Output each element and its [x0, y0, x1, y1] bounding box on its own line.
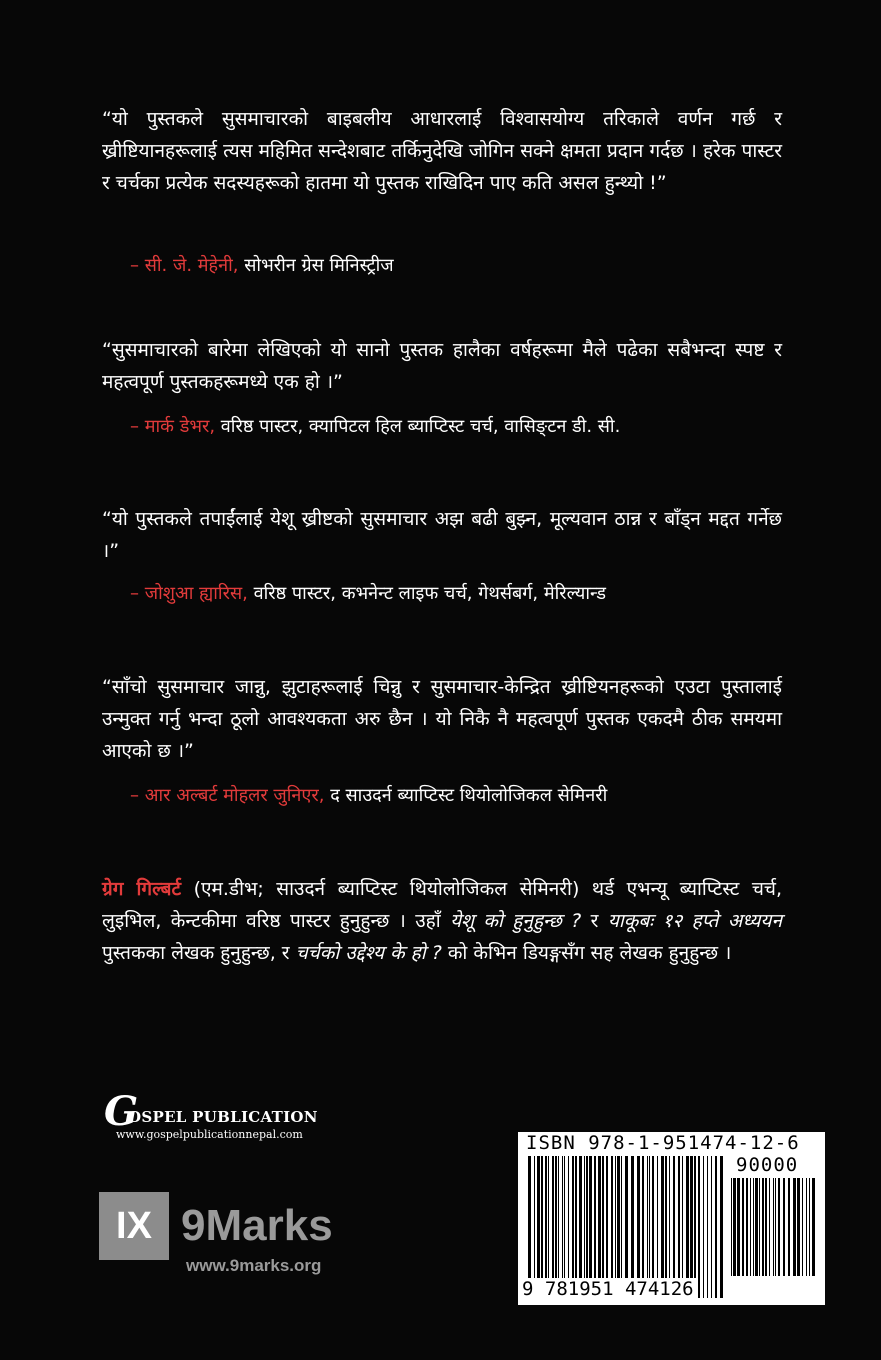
quote-1-role: सोभरीन ग्रेस मिनिस्ट्रीज	[244, 255, 394, 276]
quote-4-name: – आर अल्बर्ट मोहलर जुनिएर,	[130, 785, 325, 806]
book-title-1: येशू को हुनुहुन्छ ?	[450, 910, 582, 932]
ean-digits: 9 781951 474126	[522, 1278, 694, 1300]
barcode-bar	[773, 1178, 774, 1276]
barcode-bar	[586, 1156, 588, 1298]
quote-2-text: “सुसमाचारको बारेमा लेखिएको यो सानो पुस्तक हालैका वर्षहरूमा मैले पढेका सबैभन्दा स्पष्ट र महत्वपूर्ण पुस्तकहरूमध्ये एक हो ।”	[102, 339, 782, 393]
barcode-bar	[568, 1156, 569, 1298]
barcode-bar	[737, 1178, 740, 1276]
book-title-3: चर्चको उद्देश्य के हो ?	[295, 942, 442, 964]
ninemarks-url: www.9marks.org	[186, 1256, 322, 1275]
barcode-bar	[647, 1156, 648, 1298]
barcode-bar	[812, 1178, 815, 1276]
barcode-bar	[642, 1156, 644, 1298]
barcode-addon-bars	[731, 1178, 817, 1276]
barcode-bar	[682, 1156, 683, 1298]
barcode-bar	[778, 1178, 780, 1276]
quote-4-attribution	[130, 782, 830, 810]
isbn-number: ISBN 978-1-951474-12-6	[526, 1132, 800, 1154]
bio-text-3: पुस्तकका लेखक हुनुहुन्छ, र	[102, 942, 296, 964]
publisher-url: www.gospelpublicationnepal.com	[116, 1128, 303, 1141]
quote-3-attribution	[130, 580, 830, 608]
gospel-logo-letter: G	[104, 1088, 139, 1135]
quote-2-attribution	[130, 413, 830, 441]
barcode-bar	[746, 1178, 748, 1276]
barcode-bar	[759, 1178, 760, 1276]
barcode-bar	[602, 1156, 604, 1298]
barcode-bar	[806, 1178, 807, 1276]
ninemarks-badge: IX	[99, 1192, 169, 1260]
barcode-bar	[558, 1156, 559, 1298]
barcode-bar	[541, 1156, 543, 1298]
barcode-bar	[673, 1156, 675, 1298]
barcode-bar	[690, 1156, 693, 1298]
author-name: ग्रेग गिल्बर्ट	[102, 878, 182, 900]
quote-1-text: “यो पुस्तकले सुसमाचारको बाइबलीय आधारलाई विश्वासयोग्य तरिकाले वर्णन गर्छ र ख्रीष्टियानहरूलाई त्यस महिमित सन्देशबाट तर्किनुदेखि जोगिन सक्ने क्षमता प्रदान गर्दछ । हरेक पास्टर र चर्चका प्रत्येक सदस्यहरूको हातमा यो पुस्तक राखिदिन पाए कति असल हुन्थ्यो !”	[102, 108, 782, 194]
author-bio	[102, 873, 782, 969]
barcode-bar	[631, 1156, 634, 1298]
barcode-bar	[765, 1178, 767, 1276]
barcode-bar	[657, 1156, 658, 1298]
quote-4-text: “साँचो सुसमाचार जान्नु, झुटाहरूलाई चिन्नु र सुसमाचार-केन्द्रित ख्रीष्टियनहरूको एउटा पुस्तालाई उन्मुक्त गर्नु भन्दा ठूलो आवश्यकता अरु छैन । यो निकै नै महत्वपूर्ण पुस्तक एकदमै ठीक समयमा आएको छ ।”	[102, 676, 782, 762]
barcode-bar	[788, 1178, 790, 1276]
ninemarks-logo	[99, 1192, 359, 1282]
barcode-bar	[742, 1178, 744, 1276]
barcode-bar	[562, 1156, 563, 1298]
barcode-bar	[564, 1156, 565, 1298]
barcode-bar	[555, 1156, 557, 1298]
bio-text-2: र	[581, 910, 608, 932]
barcode-bar	[594, 1156, 596, 1298]
quote-2-name: – मार्क डेभर,	[130, 416, 216, 437]
isbn-barcode	[518, 1132, 825, 1305]
barcode-bar	[528, 1156, 531, 1298]
barcode-bar	[617, 1156, 620, 1298]
barcode-bar	[537, 1156, 540, 1298]
barcode-bar	[606, 1156, 608, 1298]
barcode-bar	[611, 1156, 613, 1298]
barcode-bar	[703, 1156, 704, 1298]
barcode-bar	[649, 1156, 650, 1298]
barcode-bar	[589, 1156, 592, 1298]
barcode-bar	[621, 1156, 622, 1298]
barcode-bar	[762, 1178, 764, 1276]
barcode-bar	[552, 1156, 554, 1298]
barcode-bar	[665, 1156, 667, 1298]
quote-1-name: – सी. जे. मेहेनी,	[130, 255, 239, 276]
barcode-bar	[733, 1178, 736, 1276]
quote-2-role: वरिष्ठ पास्टर, क्यापिटल हिल ब्याप्टिस्ट चर्च, वासिङ्टन डी. सी.	[220, 416, 621, 437]
barcode-bar	[584, 1156, 585, 1298]
barcode-bar	[750, 1178, 751, 1276]
barcode-bar	[698, 1156, 700, 1298]
barcode-bar	[783, 1178, 785, 1276]
barcode-bar	[534, 1156, 535, 1298]
barcode-bar	[678, 1156, 680, 1298]
barcode-bar	[809, 1178, 810, 1276]
bio-text-1: (एम.डीभ; साउदर्न ब्याप्टिस्ट थियोलोजिकल सेमिनरी) थर्ड एभन्यू ब्याप्टिस्ट चर्च, लुइभिल, केन्टकीमा वरिष्ठ पास्टर हुनुहुन्छ । उहाँ	[102, 878, 783, 932]
gospel-publication-logo	[104, 1090, 344, 1150]
barcode-bar	[637, 1156, 640, 1298]
price-code: 90000	[736, 1154, 799, 1176]
barcode-bar	[707, 1156, 708, 1298]
quote-3-role: वरिष्ठ पास्टर, कभनेन्ट लाइफ चर्च, गेथर्सबर्ग, मेरिल्यान्ड	[253, 583, 607, 604]
barcode-bar	[545, 1156, 547, 1298]
barcode-main-bars	[528, 1156, 724, 1298]
barcode-bar	[615, 1156, 616, 1298]
barcode-bar	[694, 1156, 696, 1298]
quote-4-role: द साउदर्न ब्याप्टिस्ट थियोलोजिकल सेमिनरी	[330, 785, 608, 806]
barcode-bar	[797, 1178, 800, 1276]
ninemarks-name: 9Marks	[181, 1201, 333, 1250]
barcode-bar	[720, 1156, 723, 1298]
barcode-bar	[625, 1156, 628, 1298]
barcode-bar	[686, 1156, 689, 1298]
barcode-bar	[793, 1178, 796, 1276]
barcode-bar	[652, 1156, 654, 1298]
barcode-bar	[755, 1178, 758, 1276]
book-title-2: याकूबः १२ हप्ते अध्ययन	[607, 910, 782, 932]
publisher-name: OSPEL PUBLICATION	[128, 1108, 318, 1126]
barcode-bar	[715, 1156, 717, 1298]
barcode-bar	[753, 1178, 754, 1276]
barcode-bar	[711, 1156, 712, 1298]
barcode-bar	[572, 1156, 574, 1298]
barcode-bar	[661, 1156, 664, 1298]
bio-text-4: को केभिन डियङ्गसँग सह लेखक हुनुहुन्छ ।	[441, 942, 732, 964]
quote-3-text: “यो पुस्तकले तपाईंलाई येशू ख्रीष्टको सुसमाचार अझ बढी बुझ्न, मूल्यवान ठान्न र बाँड्न मद्दत गर्नेछ ।”	[102, 508, 782, 562]
quote-3-name: – जोशुआ ह्यारिस,	[130, 583, 248, 604]
barcode-bar	[575, 1156, 577, 1298]
barcode-bar	[579, 1156, 582, 1298]
barcode-bar	[802, 1178, 803, 1276]
quote-1-attribution	[130, 252, 830, 280]
barcode-bar	[769, 1178, 770, 1276]
barcode-bar	[548, 1156, 549, 1298]
barcode-bar	[731, 1178, 732, 1276]
barcode-bar	[775, 1178, 776, 1276]
barcode-bar	[669, 1156, 670, 1298]
barcode-bar	[598, 1156, 601, 1298]
